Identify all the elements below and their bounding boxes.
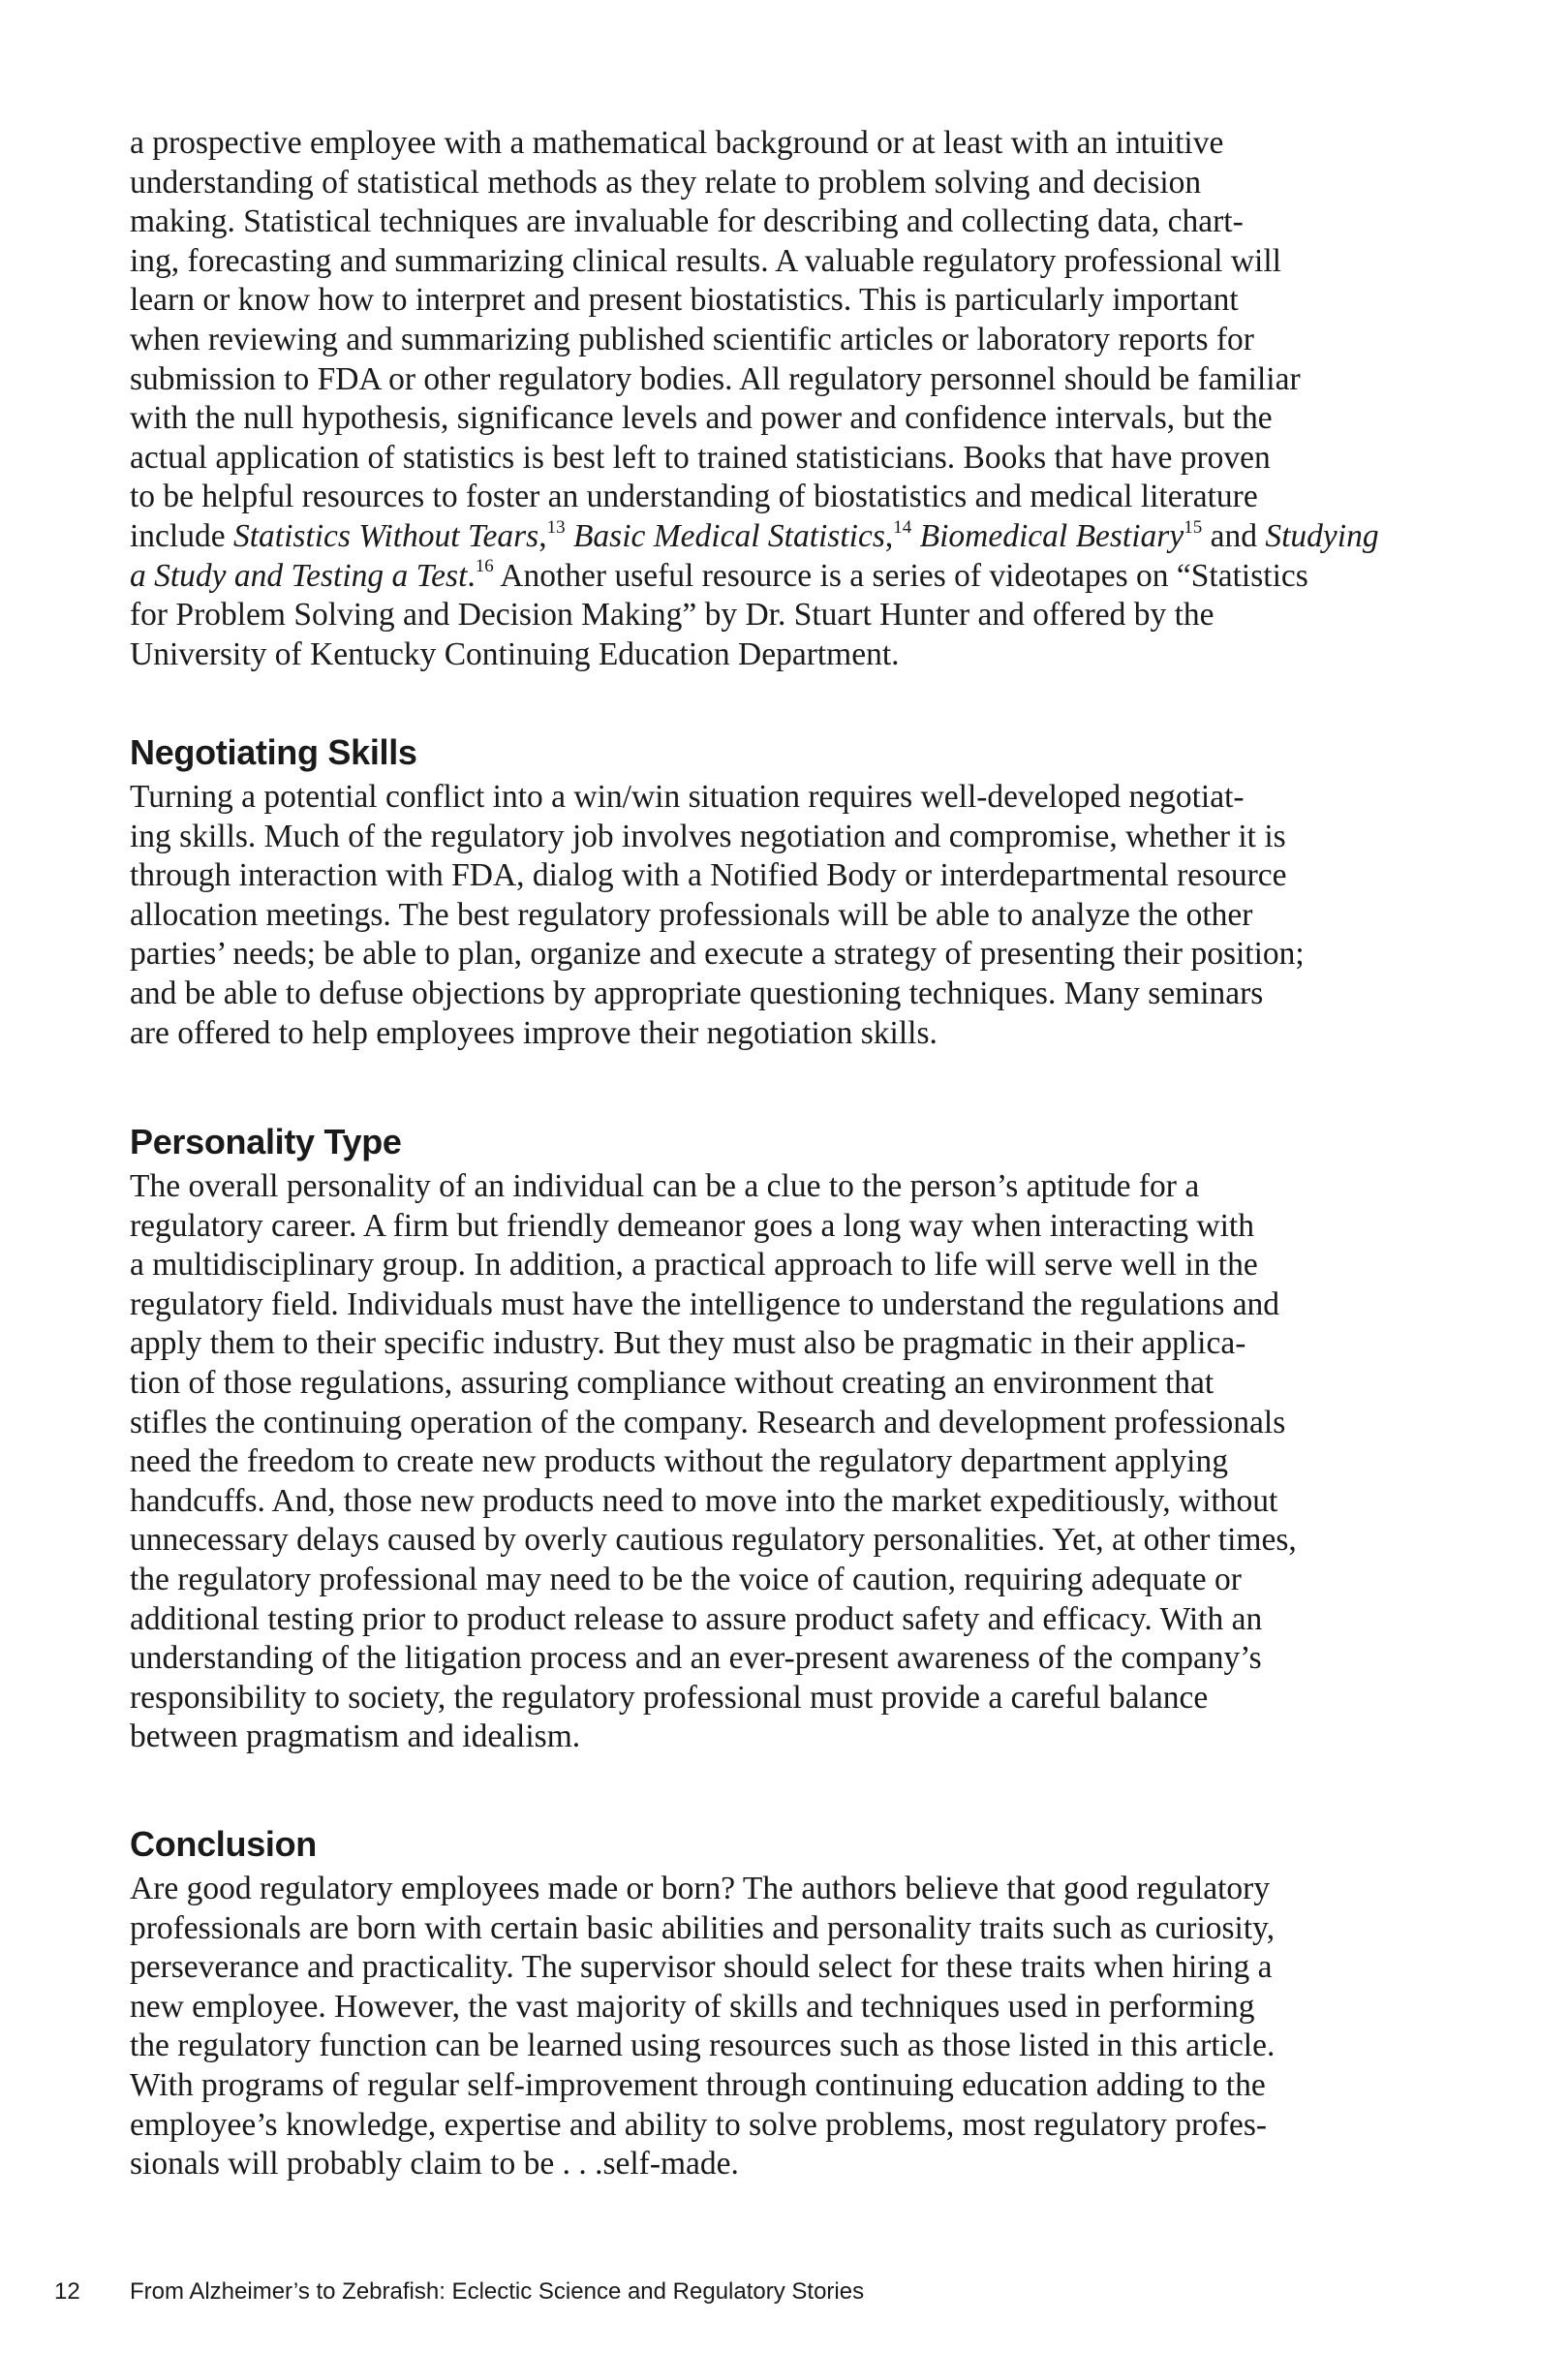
text-line: are offered to help employees improve their negotiation skills. [130, 1014, 938, 1051]
text-line: understanding of the litigation process and an ever-present awareness of the company’s [130, 1640, 1262, 1677]
text-line: The overall personality of an individual can be a clue to the person’s aptitude for a [130, 1168, 1200, 1204]
text-line: with the null hypothesis, significance levels and power and confidence intervals, but the [130, 400, 1273, 437]
text-line: Turning a potential conflict into a win/win situation requires well-developed negotiat- [130, 779, 1245, 815]
text-line: Are good regulatory employees made or born? The authors believe that good regulatory [130, 1871, 1271, 1906]
section-body [130, 778, 1447, 1053]
text-line: making. Statistical techniques are invaluable for describing and collecting data, chart- [130, 203, 1244, 240]
section-heading: Negotiating Skills [130, 732, 417, 772]
text-line: a prospective employee with a mathematical background or at least with an intuitive [130, 125, 1224, 161]
intro-lines [130, 124, 1447, 674]
section-body [130, 1870, 1447, 2184]
section-negotiating-skills [130, 731, 1447, 1053]
text-line: when reviewing and summarizing published scientific articles or laboratory reports for [130, 321, 1254, 357]
text-line: between pragmatism and idealism. [130, 1718, 581, 1755]
text-line: the regulatory professional may need to be the voice of caution, requiring adequate or [130, 1561, 1242, 1597]
text-line: allocation meetings. The best regulatory professionals will be able to analyze the other [130, 896, 1253, 933]
text-line: the regulatory function can be learned using resources such as those listed in this article. [130, 2028, 1276, 2064]
text-line: additional testing prior to product release to assure product safety and efficacy. With an [130, 1600, 1263, 1637]
text-line: parties’ needs; be able to plan, organize and execute a strategy of presenting their position; [130, 936, 1305, 973]
book-title: Biomedical Bestiary [919, 517, 1184, 554]
text-fragment: include [130, 517, 233, 554]
text-line: sionals will probably claim to be . . .self-made. [130, 2146, 739, 2183]
text-line: responsibility to society, the regulatory professional must provide a careful balance [130, 1679, 1209, 1716]
text-fragment: . [467, 557, 476, 594]
text-line: through interaction with FDA, dialog with a Notified Body or interdepartmental resource [130, 857, 1287, 894]
book-title: Statistics Without Tears [232, 517, 539, 554]
text-line: and be able to defuse objections by appropriate questioning techniques. Many seminars [130, 975, 1264, 1011]
book-title: Studying [1265, 517, 1379, 554]
text-line: ing, forecasting and summarizing clinical results. A valuable regulatory professional will [130, 242, 1281, 279]
section-conclusion [130, 1823, 1447, 2184]
text-line: new employee. However, the vast majority of skills and techniques used in performing [130, 1988, 1255, 2025]
page-number: 12 [54, 2278, 80, 2305]
text-line: submission to FDA or other regulatory bodies. All regulatory personnel should be familiar [130, 360, 1301, 397]
text-line: With programs of regular self-improvement through continuing education adding to the [130, 2066, 1266, 2103]
reference-number: 13 [546, 516, 566, 538]
section-body [130, 1167, 1447, 1757]
book-title: a Study and Testing a Test [130, 557, 468, 594]
text-line: need the freedom to create new products without the regulatory department applying [130, 1443, 1228, 1480]
text-line: unnecessary delays caused by overly cautious regulatory personalities. Yet, at other times, [130, 1522, 1297, 1559]
section-heading: Conclusion [130, 1824, 317, 1864]
text-line: employee’s knowledge, expertise and ability to solve problems, most regulatory profes- [130, 2106, 1268, 2143]
text-line: understanding of statistical methods as they relate to problem solving and decision [130, 164, 1202, 201]
text-fragment: Another useful resource is a series of videotapes on “Statistics [493, 557, 1308, 594]
text-line: a multidisciplinary group. In addition, a practical approach to life will serve well in the [130, 1247, 1258, 1284]
text-line: professionals are born with certain basic abilities and personality traits such as curiosity, [130, 1909, 1276, 1946]
text-line: regulatory field. Individuals must have the intelligence to understand the regulations and [130, 1285, 1280, 1322]
book-title: Basic Medical Statistics [572, 517, 885, 554]
text-line-with-references [130, 557, 1447, 597]
text-line: stifles the continuing operation of the company. Research and development professionals [130, 1404, 1286, 1440]
reference-number: 15 [1184, 516, 1203, 538]
text-line: tion of those regulations, assuring compliance without creating an environment that [130, 1364, 1214, 1401]
book-title-footer: From Alzheimer’s to Zebrafish: Eclectic Science and Regulatory Stories [130, 2278, 865, 2305]
text-line: University of Kentucky Continuing Education Department. [130, 635, 900, 672]
reference-number: 16 [475, 556, 494, 577]
text-line: actual application of statistics is best left to trained statisticians. Books that have proven [130, 439, 1271, 476]
text-fragment: , [884, 517, 894, 554]
text-fragment: , [538, 517, 547, 554]
page-footer [54, 2278, 864, 2306]
text-line: ing skills. Much of the regulatory job involves negotiation and compromise, whether it is [130, 818, 1286, 854]
text-line-with-references [130, 517, 1447, 557]
text-line: apply them to their specific industry. But they must also be pragmatic in their applica- [130, 1325, 1246, 1362]
intro-paragraph [130, 124, 1447, 674]
section-personality-type [130, 1121, 1447, 1757]
text-line: perseverance and practicality. The supervisor should select for these traits when hiring a [130, 1949, 1273, 1986]
reference-number: 14 [893, 516, 912, 538]
text-line: regulatory career. A firm but friendly demeanor goes a long way when interacting with [130, 1207, 1254, 1244]
text-line: handcuffs. And, those new products need to move into the market expeditiously, without [130, 1482, 1278, 1519]
section-heading: Personality Type [130, 1122, 402, 1161]
text-fragment: and [1202, 517, 1266, 554]
text-line: for Problem Solving and Decision Making” by Dr. Stuart Hunter and offered by the [130, 597, 1214, 634]
text-line: learn or know how to interpret and present biostatistics. This is particularly important [130, 282, 1239, 319]
text-line: to be helpful resources to foster an understanding of biostatistics and medical literature [130, 479, 1258, 515]
